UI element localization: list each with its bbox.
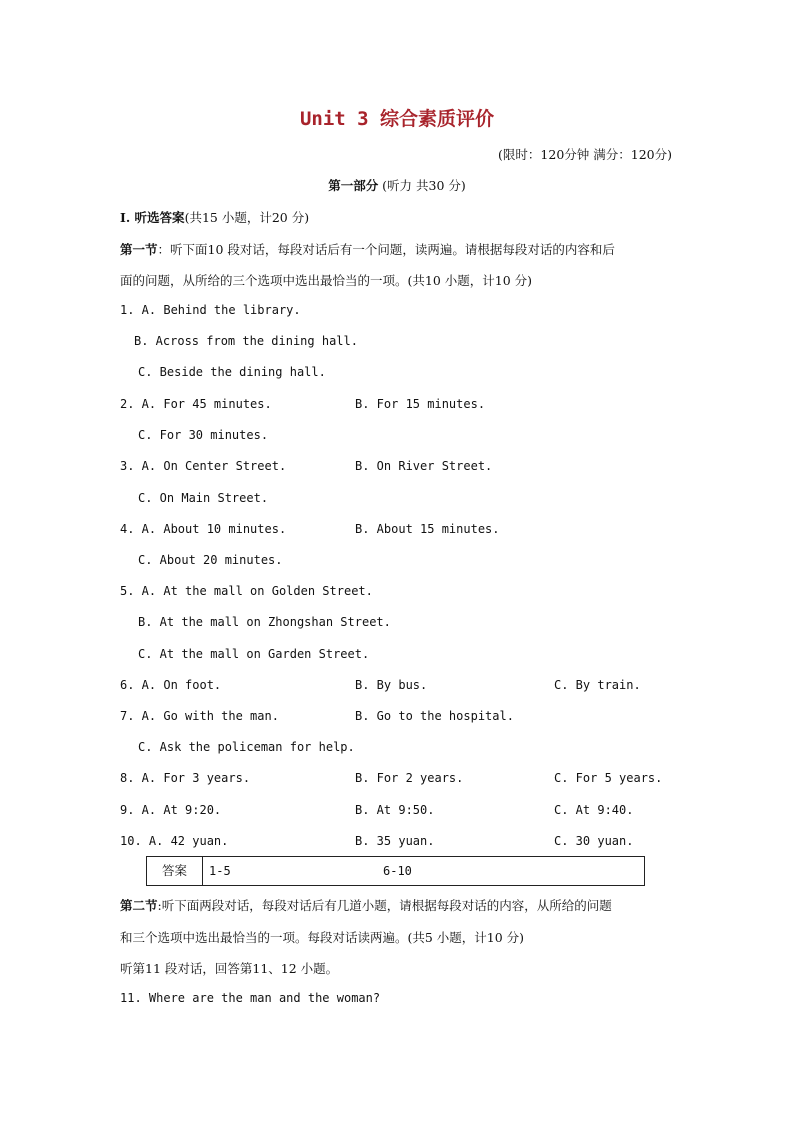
q11-question: 11. Where are the man and the woman? [120,991,381,1005]
q10-option-a: 10. A. 42 yuan. [120,834,229,848]
q7-option-c: C. Ask the policeman for help. [138,740,355,754]
q10-option-b: B. 35 yuan. [355,834,435,848]
answer-box-label: 答案 [147,857,203,885]
q6-option-c: C. By train. [554,678,641,692]
section1-intro-line1 [120,240,680,258]
q9-option-b: B. At 9:50. [355,803,435,817]
q1-option-b: B. Across from the dining hall. [134,334,358,348]
part-heading-bold: 第一部分 [328,178,379,193]
section1-heading-rest: (共15 小题，计20 分) [184,210,310,225]
q2-option-c: C. For 30 minutes. [138,428,269,442]
section1-intro-bold: 第一节 [120,242,158,257]
section2-intro-line1 [120,896,680,914]
q3-option-c: C. On Main Street. [138,491,269,505]
q8-option-b: B. For 2 years. [355,771,464,785]
part-heading [0,176,794,194]
q5-option-b: B. At the mall on Zhongshan Street. [138,615,391,629]
dialog-note: 听第11 段对话，回答第11、12 小题。 [120,961,339,976]
q10-option-c: C. 30 yuan. [554,834,634,848]
q4-option-c: C. About 20 minutes. [138,553,283,567]
section2-intro-line2: 和三个选项中选出最恰当的一项。每段对话读两遍。(共5 小题，计10 分) [120,930,525,945]
q3-option-a: 3. A. On Center Street. [120,459,287,473]
q7-option-b: B. Go to the hospital. [355,709,514,723]
q4-option-a: 4. A. About 10 minutes. [120,522,287,536]
q5-option-c: C. At the mall on Garden Street. [138,647,370,661]
q4-option-b: B. About 15 minutes. [355,522,500,536]
q7-option-a: 7. A. Go with the man. [120,709,279,723]
answer-box [146,856,645,886]
time-score-info: (限时：120分钟 满分：120分) [498,147,672,162]
answer-range-1-5: 1-5 [209,864,231,878]
section1-heading-bold: I. 听选答案 [120,210,185,225]
part-heading-rest: (听力 共30 分) [378,178,466,193]
q9-option-c: C. At 9:40. [554,803,634,817]
q8-option-c: C. For 5 years. [554,771,663,785]
q8-option-a: 8. A. For 3 years. [120,771,251,785]
q6-option-b: B. By bus. [355,678,428,692]
section1-intro-line2: 面的问题，从所给的三个选项中选出最恰当的一项。(共10 小题，计10 分) [120,273,533,288]
q9-option-a: 9. A. At 9:20. [120,803,222,817]
page-title: Unit 3 综合素质评价 [299,108,495,130]
q5-option-a: 5. A. At the mall on Golden Street. [120,584,373,598]
q6-option-a: 6. A. On foot. [120,678,222,692]
q1-option-a: 1. A. Behind the library. [120,303,301,317]
section1-heading [120,208,680,226]
q2-option-a: 2. A. For 45 minutes. [120,397,272,411]
section2-intro-text: :听下面两段对话，每段对话后有几道小题，请根据每段对话的内容，从所给的问题 [157,898,612,913]
q1-option-c: C. Beside the dining hall. [138,365,326,379]
section2-intro-bold: 第二节 [120,898,158,913]
q3-option-b: B. On River Street. [355,459,493,473]
answer-range-6-10: 6-10 [383,864,412,878]
q2-option-b: B. For 15 minutes. [355,397,486,411]
section1-intro-text: ：听下面10 段对话，每段对话后有一个问题，读两遍。请根据每段对话的内容和后 [157,242,615,257]
